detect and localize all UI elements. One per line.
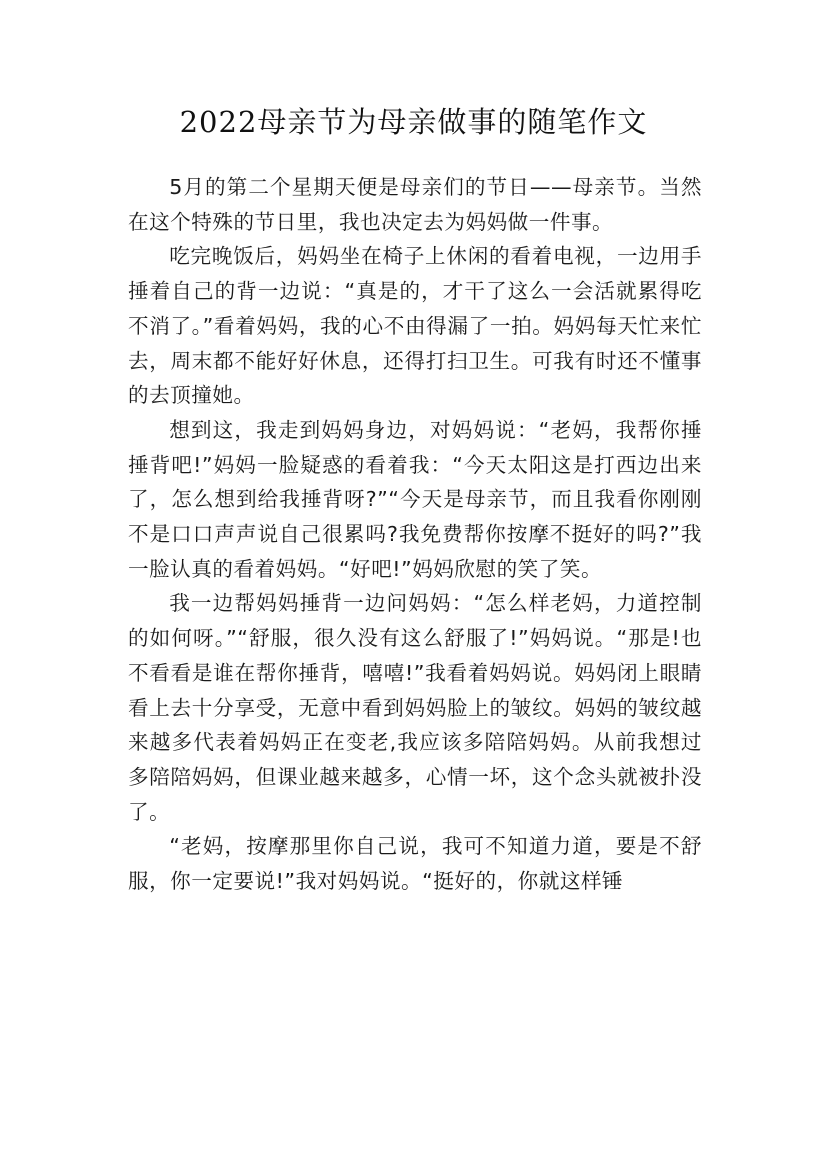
paragraph-5: “老妈，按摩那里你自己说，我可不知道力道，要是不舒服，你一定要说!”我对妈妈说。“挺好的，你就这样锤 bbox=[128, 834, 702, 894]
paragraph-3: 想到这，我走到妈妈身边，对妈妈说：“老妈，我帮你捶捶背吧!”妈妈一脸疑惑的看着我：“今天太阳这是打西边出来了，怎么想到给我捶背呀?”“今天是母亲节，而且我看你刚刚不是口口声声说自己很累吗?我免费帮你按摩不挺好的吗?”我一脸认真的看着妈妈。“好吧!”妈妈欣慰的笑了笑。 bbox=[128, 417, 702, 581]
document-title: 2022母亲节为母亲做事的随笔作文 bbox=[179, 105, 648, 139]
paragraph-1: 5月的第二个星期天便是母亲们的节日——母亲节。当然在这个特殊的节日里，我也决定去为妈妈做一件事。 bbox=[128, 175, 702, 234]
document-body bbox=[128, 170, 702, 899]
paragraph-2: 吃完晚饭后，妈妈坐在椅子上休闲的看着电视，一边用手捶着自己的背一边说：“真是的，才干了这么一会活就累得吃不消了。”看着妈妈，我的心不由得漏了一拍。妈妈每天忙来忙去，周末都不能好好休息，还得打扫卫生。可我有时还不懂事的去顶撞她。 bbox=[128, 244, 702, 408]
paragraph-4: 我一边帮妈妈捶背一边问妈妈：“怎么样老妈，力道控制的如何呀。”“舒服，很久没有这么舒服了!”妈妈说。“那是!也不看看是谁在帮你捶背，嘻嘻!”我看着妈妈说。妈妈闭上眼睛看上去十分享受，无意中看到妈妈脸上的皱纹。妈妈的皱纹越来越多代表着妈妈正在变老,我应该多陪陪妈妈。从前我想过多陪陪妈妈，但课业越来越多，心情一坏，这个念头就被扑没了。 bbox=[128, 591, 702, 824]
